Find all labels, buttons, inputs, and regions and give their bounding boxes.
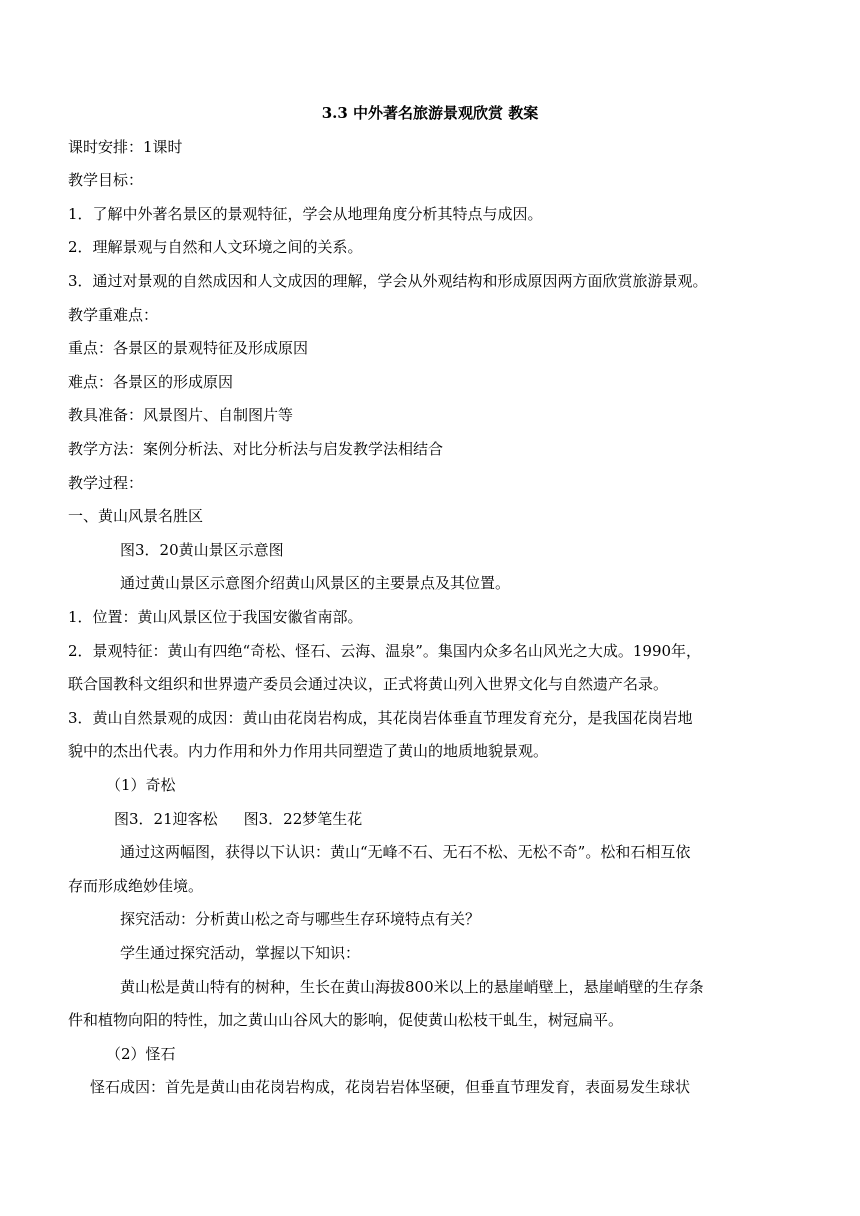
text-line-location: 1．位置：黄山风景区位于我国安徽省南部。	[68, 608, 363, 626]
text-line-objective-1: 1．了解中外著名景区的景观特征，学会从地理角度分析其特点与成因。	[68, 205, 543, 223]
text-line-process-heading: 教学过程：	[68, 474, 144, 492]
document-title: 3.3 中外著名旅游景观欣赏 教案	[321, 104, 539, 122]
text-line-pine-species-2: 件和植物向阳的特性，加之黄山山谷风大的影响，促使黄山松枝干虬生，树冠扁平。	[68, 1011, 624, 1029]
text-line-objective-3: 3．通过对景观的自然成因和人文成因的理解，学会从外观结构和形成原因两方面欣赏旅游景观。	[68, 272, 708, 290]
text-line-causes-2: 貌中的杰出代表。内力作用和外力作用共同塑造了黄山的地质地貌景观。	[68, 742, 549, 760]
text-line-pines-insight-2: 存而形成绝妙佳境。	[68, 877, 204, 895]
text-line-students-learn: 学生通过探究活动，掌握以下知识：	[120, 944, 361, 962]
section-heading-huangshan: 一、黄山风景名胜区	[68, 507, 204, 525]
text-line-teaching-aids: 教具准备：风景图片、自制图片等	[68, 406, 294, 424]
figure-captions-row	[114, 808, 362, 830]
text-line-features-1: 2．景观特征：黄山有四绝“奇松、怪石、云海、温泉”。集国内众多名山风光之大成。1990年，	[68, 642, 702, 660]
text-line-teaching-methods: 教学方法：案例分析法、对比分析法与启发教学法相结合	[68, 440, 444, 458]
text-line-objectives-heading: 教学目标：	[68, 171, 144, 189]
text-line-key-points: 重点：各景区的景观特征及形成原因	[68, 339, 309, 357]
text-line-objective-2: 2．理解景观与自然和人文环境之间的关系。	[68, 238, 363, 256]
text-line-difficult-points: 难点：各景区的形成原因	[68, 373, 234, 391]
figure-caption-3-20: 图3．20黄山景区示意图	[120, 541, 284, 559]
text-line-pine-species-1: 黄山松是黄山特有的树种，生长在黄山海拔800米以上的悬崖峭壁上，悬崖峭壁的生存条	[120, 978, 704, 996]
subheading-rocks: （2）怪石	[106, 1045, 176, 1063]
text-line-key-difficulty-heading: 教学重难点：	[68, 306, 159, 324]
text-line-rocks-causes: 怪石成因：首先是黄山由花岗岩构成，花岗岩岩体坚硬，但垂直节理发育，表面易发生球状	[90, 1078, 691, 1096]
text-line-causes-1: 3．黄山自然景观的成因：黄山由花岗岩构成，其花岗岩体垂直节理发育充分，是我国花岗岩地	[68, 709, 693, 727]
text-line-inquiry-activity: 探究活动：分析黄山松之奇与哪些生存环境特点有关？	[120, 910, 481, 928]
figure-caption-3-22: 图3．22梦笔生花	[243, 810, 363, 828]
subheading-pines: （1）奇松	[106, 776, 176, 794]
text-line-features-2: 联合国教科文组织和世界遗产委员会通过决议，正式将黄山列入世界文化与自然遗产名录。	[68, 675, 669, 693]
figure-caption-3-21: 图3．21迎客松	[114, 810, 218, 828]
text-line-pines-insight-1: 通过这两幅图，获得以下认识：黄山“无峰不石、无石不松、无松不奇”。松和石相互依	[120, 843, 691, 861]
text-line-schedule: 课时安排：1课时	[68, 138, 183, 156]
text-line-map-intro: 通过黄山景区示意图介绍黄山风景区的主要景点及其位置。	[120, 574, 511, 592]
